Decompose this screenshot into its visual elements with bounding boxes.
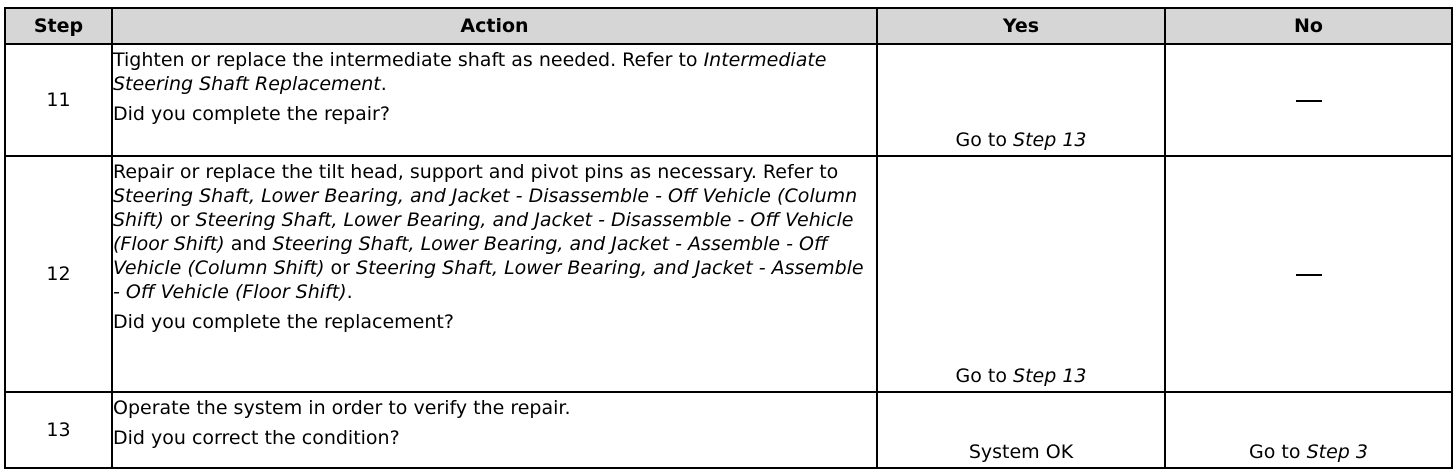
action-text-part: . [346,281,353,303]
action-text-part: or [324,257,357,279]
table-header-row [5,8,1452,44]
header-yes: Yes [877,8,1165,44]
action-text-part: Operate the system in order to verify the repair. [113,397,571,419]
action-question: Did you complete the replacement? [113,311,454,333]
yes-cell [877,44,1165,156]
step-number: 13 [5,392,112,468]
action-text-part: Tighten or replace the intermediate shaft as needed. Refer to [113,49,704,71]
reference-link[interactable]: Steering Shaft, Lower Bearing, and Jacket - Disassemble - Off Vehicle (Column Shift) [113,185,858,231]
action-text [113,45,876,96]
reference-link[interactable]: Intermediate Steering Shaft Replacement [113,49,827,95]
action-text [113,157,876,304]
action-question: Did you correct the condition? [113,427,400,449]
step-number: 11 [5,44,112,156]
reference-link[interactable]: Steering Shaft, Lower Bearing, and Jacket - Assemble - Off Vehicle (Floor Shift) [113,257,864,303]
header-no: No [1165,8,1452,44]
table-row [5,156,1452,392]
no-prefix: Go to [1249,441,1307,463]
not-applicable-dash [1296,274,1322,276]
table-row [5,392,1452,468]
header-action: Action [112,8,877,44]
yes-prefix: Go to [955,129,1014,151]
yes-prefix: Go to [955,365,1014,387]
action-cell [112,392,877,468]
action-text-part: Repair or replace the tilt head, support and pivot pins as necessary. Refer to [113,161,839,183]
action-text-part: and [224,233,273,255]
no-cell [1165,44,1452,156]
no-cell [1165,156,1452,392]
yes-result: System OK [968,441,1074,463]
action-question: Did you complete the repair? [113,103,390,125]
yes-cell [877,156,1165,392]
diagnostic-table [4,7,1453,469]
action-cell [112,156,877,392]
header-step: Step [5,8,112,44]
step-link[interactable]: Step 13 [1013,129,1087,151]
action-text [113,393,876,420]
step-number: 12 [5,156,112,392]
not-applicable-dash [1296,100,1322,102]
reference-link[interactable]: Steering Shaft, Lower Bearing, and Jacket - Assemble - Off Vehicle (Column Shift) [113,233,828,279]
action-text-part: . [380,73,387,95]
action-text-part: or [163,209,196,231]
no-cell [1165,392,1452,468]
reference-link[interactable]: Steering Shaft, Lower Bearing, and Jacket - Disassemble - Off Vehicle (Floor Shift) [113,209,854,255]
step-link[interactable]: Step 3 [1306,441,1368,463]
yes-cell [877,392,1165,468]
table-row [5,44,1452,156]
action-cell [112,44,877,156]
step-link[interactable]: Step 13 [1013,365,1087,387]
